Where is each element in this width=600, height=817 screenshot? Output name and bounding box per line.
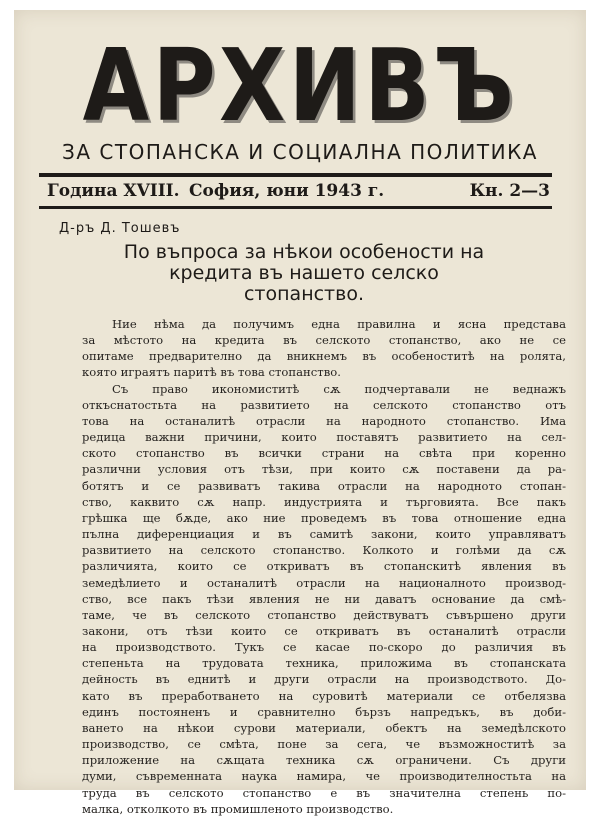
body-text-line: приложение на сѫщата техника сѫ ограничени. Съ други bbox=[82, 753, 566, 768]
body-text-line: опитаме предварително да вникнемъ въ особеноститѣ на ролята, bbox=[82, 349, 566, 364]
body-text-line: земедѣлието и останалитѣ отрасли на националното производ- bbox=[82, 575, 566, 590]
journal-masthead: АРХИВЪ bbox=[82, 27, 518, 144]
body-text-line: труда въ селското стопанство е въ значителна степень по- bbox=[82, 785, 566, 800]
body-text-line: редица важни причини, които поставятъ развитието на сел- bbox=[82, 430, 566, 445]
body-text-line: като въ преработването на суровитѣ материали се отбелязва bbox=[82, 688, 566, 703]
body-text-line: ването на нѣкои сурови материали, обектъ на земедѣлското bbox=[82, 720, 566, 735]
body-text-line: степеньта на трудовата техника, приложима въ стопанската bbox=[82, 656, 566, 671]
body-text-line: ското стопанство въ всички страни на свѣта при коренно bbox=[82, 446, 566, 461]
body-text-line: ство, все пакъ тѣзи явления не ни даватъ основание да смѣ- bbox=[82, 591, 566, 606]
body-text-line: която играятъ паритѣ въ това стопанство. bbox=[82, 365, 341, 380]
body-text-line: производство, се смѣта, поне за сега, че възможноститѣ за bbox=[82, 737, 566, 752]
article-title-line: По въпроса за нѣкои особености на bbox=[123, 241, 485, 263]
body-text-line: Съ право икономиститѣ сѫ подчертавали не веднажъ bbox=[112, 381, 566, 396]
bottom-rule-divider bbox=[39, 206, 552, 209]
body-text-line: развитието на селското стопанство. Колкото и голѣми да сѫ bbox=[82, 543, 566, 558]
article-author: Д-ръ Д. Тошевъ bbox=[59, 221, 181, 236]
issue-year: Година XVIII. bbox=[47, 181, 180, 201]
body-text-line: това на останалитѣ отрасли на народното стопанство. Има bbox=[82, 413, 566, 428]
body-text-line: малка, отколкото въ промишленото производство. bbox=[82, 801, 394, 816]
article-title bbox=[44, 242, 564, 305]
body-text-line: дейность въ еднитѣ и други отрасли на производството. До- bbox=[82, 672, 566, 687]
top-rule-divider bbox=[39, 173, 552, 177]
body-text-line: ство, каквито сѫ напр. индустрията и търговията. Все пакъ bbox=[82, 494, 566, 509]
journal-page bbox=[14, 10, 586, 816]
body-text-line: откъснатостьта на развитието на селското стопанство отъ bbox=[82, 397, 566, 412]
body-text-line: различията, които се откриватъ въ стопанскитѣ явления въ bbox=[82, 559, 566, 574]
body-text-line: таме, че въ селското стопанство действуватъ съвършено други bbox=[82, 607, 566, 622]
body-text-line: пълна диференциация и въ самитѣ закони, които управляватъ bbox=[82, 527, 566, 542]
journal-subtitle: ЗА СТОПАНСКА И СОЦИАЛНА ПОЛИТИКА bbox=[62, 140, 538, 164]
issue-number: Кн. 2—3 bbox=[469, 181, 550, 201]
body-text-line: на производството. Тукъ се касае по-скоро до различия въ bbox=[82, 640, 566, 655]
body-text-line: ботятъ и се развиватъ такива отрасли на народното стопан- bbox=[82, 478, 566, 493]
body-text-line: за мѣстото на кредита въ селското стопанство, ако не се bbox=[82, 333, 566, 348]
body-text-line: Ние нѣма да получимъ една правилна и ясна представа bbox=[112, 317, 566, 331]
article-title-line: стопанство. bbox=[243, 283, 364, 305]
body-text-line: единъ постояненъ и сравнително бързъ напредъкъ, въ доби- bbox=[82, 704, 566, 719]
article-title-line: кредита въ нашето селско bbox=[169, 262, 439, 284]
body-text-line: различни условия отъ тѣзи, при които сѫ поставени да ра- bbox=[82, 462, 566, 477]
body-text-line: грѣшка ще бѫде, ако ние проведемъ въ това отношение една bbox=[82, 510, 566, 525]
body-text-line: закони, отъ тѣзи които се откриватъ въ останалитѣ отрасли bbox=[82, 623, 566, 638]
body-text-line: думи, съвременната наука намира, че производителностьта на bbox=[82, 769, 566, 784]
article-body bbox=[82, 316, 566, 817]
issue-info-line bbox=[39, 178, 552, 204]
issue-place-date: София, юни 1943 г. bbox=[189, 181, 385, 201]
